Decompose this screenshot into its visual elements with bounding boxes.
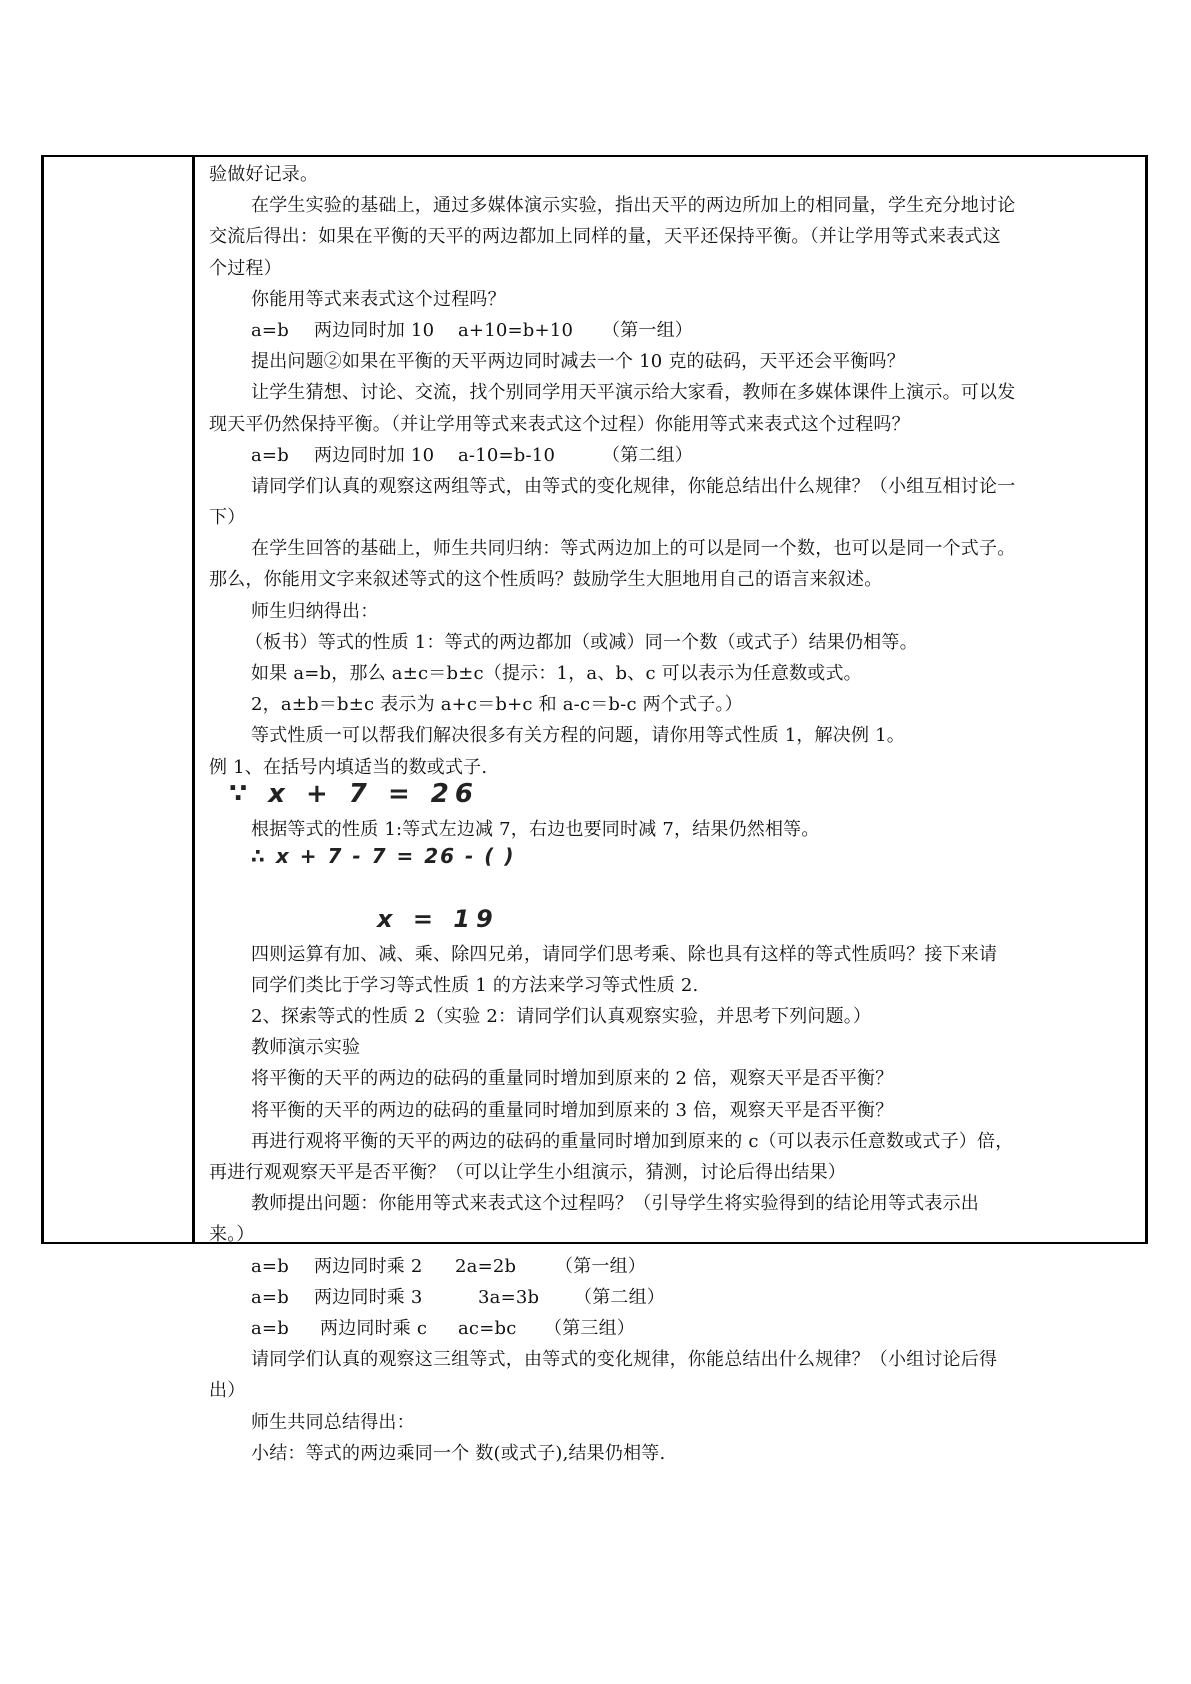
equation-operation: 两边同时加 10 [314, 444, 435, 466]
paragraph-line: 师生归纳得出： [251, 600, 379, 622]
paragraph-line: 如果 a=b，那么 a±c＝b±c（提示：1，a、b、c 可以表示为任意数或式。 [251, 663, 862, 684]
equation-line [209, 440, 1137, 471]
paragraph-line: 请同学们认真的观察这三组等式，由等式的变化规律，你能总结出什么规律？（小组讨论后得 [251, 1349, 998, 1371]
equation-operation: 两边同时乘 3 [314, 1286, 423, 1308]
lesson-content-cell [209, 159, 1137, 1469]
paragraph-line: 在学生回答的基础上，师生共同归纳：等式两边加上的可以是同一个数，也可以是同一个式子。 [251, 538, 1016, 560]
math-equation: x = 19 [377, 904, 499, 933]
equation-operation: 两边同时加 10 [314, 319, 435, 341]
paragraph-line: 提出问题②如果在平衡的天平两边同时减去一个 10 克的砝码，天平还会平衡吗？ [251, 351, 905, 373]
paragraph-line: 教师提出问题：你能用等式来表式这个过程吗？（引导学生将实验得到的结论用等式表示出 [251, 1193, 979, 1215]
equation-result: ac=bc [458, 1317, 517, 1339]
paragraph-line: 验做好记录。 [209, 164, 319, 185]
equation-lhs: a=b [251, 1286, 289, 1308]
paragraph-line: 例 1、在括号内填适当的数或式子. [209, 756, 488, 778]
paragraph-line: 根据等式的性质 1:等式左边减 7，右边也要同时减 7，结果仍然相等。 [251, 818, 820, 840]
equation-group: （第二组） [602, 444, 693, 466]
paragraph-line: 等式性质一可以帮我们解决很多有关方程的问题，请你用等式性质 1，解决例 1。 [251, 725, 905, 747]
math-line [209, 845, 1137, 876]
paragraph-line: 再进行观观察天平是否平衡？（可以让学生小组演示，猜测，讨论后得出结果） [209, 1162, 846, 1183]
paragraph-line: 来。） [209, 1224, 255, 1246]
paragraph-line: 四则运算有加、减、乘、除四兄弟，请同学们思考乘、除也具有这样的等式性质吗？接下来请 [251, 943, 998, 965]
paragraph-line: 同学们类比于学习等式性质 1 的方法来学习等式性质 2. [251, 974, 699, 996]
paragraph-line: 现天平仍然保持平衡。（并让学用等式来表式这个过程）你能用等式来表式这个过程吗？ [209, 413, 910, 435]
paragraph-line: 在学生实验的基础上，通过多媒体演示实验，指出天平的两边所加上的相同量，学生充分地讨论 [251, 195, 1016, 217]
lesson-table [41, 155, 1148, 1464]
paragraph-line: 你能用等式来表式这个过程吗？ [251, 288, 506, 310]
equation-result: 3a=3b [478, 1286, 540, 1308]
equation-line [209, 1251, 1137, 1282]
paragraph-line: 2、探索等式的性质 2（实验 2：请同学们认真观察实验，并思考下列问题。） [251, 1006, 872, 1028]
equation-lhs: a=b [251, 1255, 289, 1277]
equation-lhs: a=b [251, 1317, 289, 1339]
spacer [209, 876, 1137, 907]
equation-line [209, 1313, 1137, 1344]
paragraph-line: 交流后得出：如果在平衡的天平的两边都加上同样的量，天平还保持平衡。（并让学用等式来表式这 [209, 226, 1001, 248]
paragraph-line: （板书）等式的性质 1：等式的两边都加（或减）同一个数（或式子）结果仍相等。 [245, 631, 918, 653]
equation-line [209, 1282, 1137, 1313]
equation-group: （第一组） [555, 1255, 646, 1277]
equation-group: （第一组） [602, 319, 693, 341]
paragraph-line: 2，a±b＝b±c 表示为 a+c＝b+c 和 a-c＝b-c 两个式子。） [251, 694, 743, 716]
math-line [209, 904, 1137, 939]
paragraph-line: 再进行观将平衡的天平的两边的砝码的重量同时增加到原来的 c（可以表示任意数或式子）倍， [251, 1130, 1014, 1152]
paragraph-line: 将平衡的天平的两边的砝码的重量同时增加到原来的 2 倍，观察天平是否平衡？ [251, 1068, 894, 1090]
paragraph-line: 那么，你能用文字来叙述等式的这个性质吗？鼓励学生大胆地用自己的语言来叙述。 [209, 569, 883, 591]
equation-result: 2a=2b [455, 1255, 517, 1277]
equation-result: a+10=b+10 [458, 319, 574, 341]
paragraph-line: 个过程） [209, 257, 282, 279]
math-equation: ∴ x + 7 - 7 = 26 - ( ) [251, 844, 516, 869]
column-divider [192, 157, 195, 1242]
math-line [209, 778, 1137, 814]
equation-result: a-10=b-10 [458, 444, 556, 466]
math-equation: ∵ x + 7 = 26 [229, 778, 479, 809]
equation-group: （第二组） [574, 1286, 665, 1308]
equation-group: （第三组） [544, 1317, 635, 1339]
paragraph-line: 教师演示实验 [251, 1037, 361, 1059]
paragraph-line: 将平衡的天平的两边的砝码的重量同时增加到原来的 3 倍，观察天平是否平衡？ [251, 1099, 894, 1121]
equation-operation: 两边同时乘 2 [314, 1255, 423, 1277]
equation-lhs: a=b [251, 444, 289, 466]
equation-line [209, 315, 1137, 346]
equation-operation: 两边同时乘 c [320, 1317, 428, 1339]
paragraph-line: 下） [209, 507, 246, 529]
paragraph-line: 小结：等式的两边乘同一个 数(或式子),结果仍相等. [251, 1442, 666, 1464]
paragraph-line: 出） [209, 1380, 246, 1402]
paragraph-line: 让学生猜想、讨论、交流，找个别同学用天平演示给大家看，教师在多媒体课件上演示。可以发 [251, 382, 1016, 404]
equation-lhs: a=b [251, 319, 289, 341]
paragraph-line: 师生共同总结得出： [251, 1411, 415, 1433]
paragraph-line: 请同学们认真的观察这两组等式，由等式的变化规律，你能总结出什么规律？（小组互相讨论一 [251, 475, 1016, 497]
